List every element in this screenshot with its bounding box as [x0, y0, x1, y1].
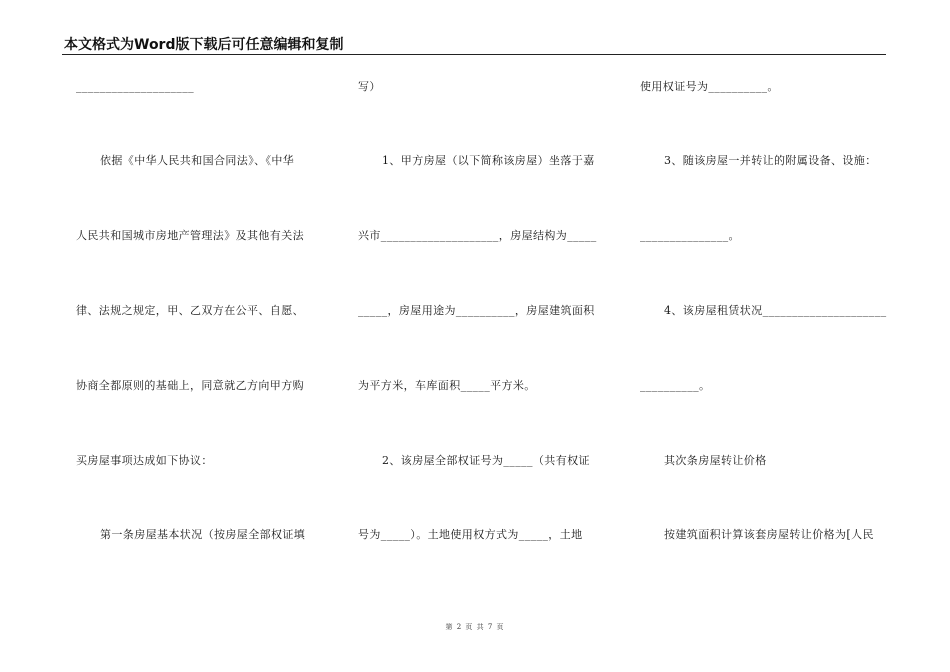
text-line: 其次条房屋转让价格 — [664, 454, 767, 467]
text-line: 依据《中华人民共和国合同法》、《中华 — [100, 154, 295, 167]
text-line: _____，房屋用途为__________，房屋建筑面积 — [358, 304, 595, 317]
text-line: 1、甲方房屋（以下简称该房屋）坐落于嘉 — [382, 154, 595, 167]
text-line: _______________。 — [640, 229, 740, 242]
text-line: 兴市____________________，房屋结构为_____ — [358, 229, 597, 242]
text-line: 为平方米，车库面积_____平方米。 — [358, 379, 536, 392]
text-line: 4、该房屋租赁状况_____________________ — [664, 304, 887, 317]
text-line: 律、法规之规定，甲、乙双方在公平、自愿、 — [76, 304, 304, 317]
text-line: __________。 — [640, 379, 711, 392]
page-number-footer: 第 2 页 共 7 页 — [445, 623, 505, 631]
text-line: 号为_____）。土地使用权方式为_____，土地 — [358, 528, 583, 541]
text-line: 买房屋事项达成如下协议： — [76, 454, 213, 467]
text-line: 写） — [358, 80, 381, 93]
header-divider — [62, 54, 886, 55]
text-line: 2、该房屋全部权证号为_____（共有权证 — [382, 454, 590, 467]
text-line: 3、随该房屋一并转让的附属设备、设施： — [664, 154, 877, 167]
text-line: ____________________ — [76, 80, 194, 93]
text-line: 按建筑面积计算该套房屋转让价格为[人民 — [664, 528, 874, 541]
document-header-title: 本文格式为Word版下载后可任意编辑和复制 — [64, 37, 344, 53]
text-line: 协商全都原则的基础上，同意就乙方向甲方购 — [76, 379, 304, 392]
text-line: 使用权证号为__________。 — [640, 80, 779, 93]
text-line: 人民共和国城市房地产管理法》及其他有关法 — [76, 229, 304, 242]
text-line: 第一条房屋基本状况（按房屋全部权证填 — [100, 528, 306, 541]
